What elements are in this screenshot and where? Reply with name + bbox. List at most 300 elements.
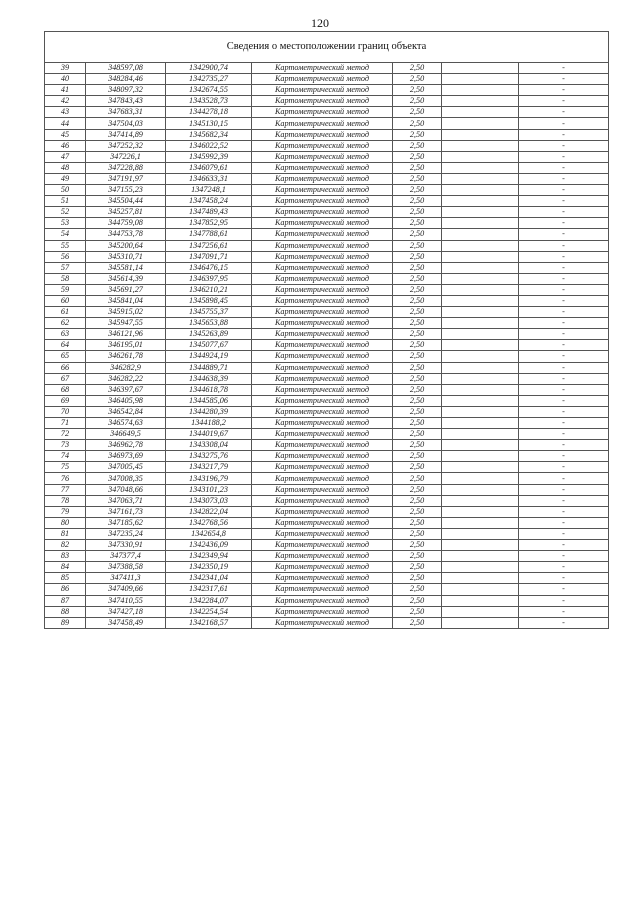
description-cell bbox=[442, 406, 519, 417]
accuracy-cell: 2,50 bbox=[393, 218, 442, 229]
description-cell bbox=[442, 74, 519, 85]
y-coordinate-cell: 1342350,19 bbox=[166, 562, 252, 573]
description-cell bbox=[442, 506, 519, 517]
y-coordinate-cell: 1342284,07 bbox=[166, 595, 252, 606]
method-cell: Картометрический метод bbox=[252, 196, 393, 207]
point-number-cell: 66 bbox=[45, 362, 86, 373]
accuracy-cell: 2,50 bbox=[393, 284, 442, 295]
table-row bbox=[45, 373, 609, 384]
method-cell: Картометрический метод bbox=[252, 384, 393, 395]
description-cell bbox=[442, 384, 519, 395]
remark-cell: - bbox=[519, 284, 609, 295]
description-cell bbox=[442, 584, 519, 595]
remark-cell: - bbox=[519, 573, 609, 584]
accuracy-cell: 2,50 bbox=[393, 295, 442, 306]
table-row bbox=[45, 351, 609, 362]
x-coordinate-cell: 346195,01 bbox=[86, 340, 166, 351]
point-number-cell: 67 bbox=[45, 373, 86, 384]
remark-cell: - bbox=[519, 151, 609, 162]
remark-cell: - bbox=[519, 473, 609, 484]
point-number-cell: 81 bbox=[45, 528, 86, 539]
method-cell: Картометрический метод bbox=[252, 218, 393, 229]
accuracy-cell: 2,50 bbox=[393, 617, 442, 628]
y-coordinate-cell: 1342168,57 bbox=[166, 617, 252, 628]
remark-cell: - bbox=[519, 606, 609, 617]
x-coordinate-cell: 346405,98 bbox=[86, 395, 166, 406]
accuracy-cell: 2,50 bbox=[393, 406, 442, 417]
remark-cell: - bbox=[519, 218, 609, 229]
x-coordinate-cell: 346282,9 bbox=[86, 362, 166, 373]
x-coordinate-cell: 348097,32 bbox=[86, 85, 166, 96]
remark-cell: - bbox=[519, 262, 609, 273]
point-number-cell: 56 bbox=[45, 251, 86, 262]
x-coordinate-cell: 347458,49 bbox=[86, 617, 166, 628]
method-cell: Картометрический метод bbox=[252, 440, 393, 451]
method-cell: Картометрический метод bbox=[252, 595, 393, 606]
point-number-cell: 86 bbox=[45, 584, 86, 595]
table-row bbox=[45, 418, 609, 429]
method-cell: Картометрический метод bbox=[252, 284, 393, 295]
description-cell bbox=[442, 151, 519, 162]
table-row bbox=[45, 584, 609, 595]
x-coordinate-cell: 347155,23 bbox=[86, 185, 166, 196]
method-cell: Картометрический метод bbox=[252, 262, 393, 273]
accuracy-cell: 2,50 bbox=[393, 540, 442, 551]
accuracy-cell: 2,50 bbox=[393, 251, 442, 262]
y-coordinate-cell: 1342654,8 bbox=[166, 528, 252, 539]
point-number-cell: 83 bbox=[45, 551, 86, 562]
point-number-cell: 65 bbox=[45, 351, 86, 362]
y-coordinate-cell: 1342822,04 bbox=[166, 506, 252, 517]
method-cell: Картометрический метод bbox=[252, 429, 393, 440]
accuracy-cell: 2,50 bbox=[393, 74, 442, 85]
point-number-cell: 87 bbox=[45, 595, 86, 606]
y-coordinate-cell: 1342436,09 bbox=[166, 540, 252, 551]
point-number-cell: 58 bbox=[45, 273, 86, 284]
description-cell bbox=[442, 351, 519, 362]
remark-cell: - bbox=[519, 451, 609, 462]
table-row bbox=[45, 617, 609, 628]
accuracy-cell: 2,50 bbox=[393, 162, 442, 173]
point-number-cell: 49 bbox=[45, 173, 86, 184]
point-number-cell: 75 bbox=[45, 462, 86, 473]
description-cell bbox=[442, 307, 519, 318]
y-coordinate-cell: 1345755,37 bbox=[166, 307, 252, 318]
x-coordinate-cell: 347005,45 bbox=[86, 462, 166, 473]
point-number-cell: 42 bbox=[45, 96, 86, 107]
table-row bbox=[45, 495, 609, 506]
y-coordinate-cell: 1343308,04 bbox=[166, 440, 252, 451]
x-coordinate-cell: 347226,1 bbox=[86, 151, 166, 162]
y-coordinate-cell: 1342900,74 bbox=[166, 63, 252, 74]
x-coordinate-cell: 345504,44 bbox=[86, 196, 166, 207]
description-cell bbox=[442, 329, 519, 340]
remark-cell: - bbox=[519, 173, 609, 184]
table-row bbox=[45, 295, 609, 306]
y-coordinate-cell: 1342735,27 bbox=[166, 74, 252, 85]
point-number-cell: 73 bbox=[45, 440, 86, 451]
accuracy-cell: 2,50 bbox=[393, 207, 442, 218]
method-cell: Картометрический метод bbox=[252, 162, 393, 173]
table-row bbox=[45, 229, 609, 240]
accuracy-cell: 2,50 bbox=[393, 229, 442, 240]
method-cell: Картометрический метод bbox=[252, 451, 393, 462]
point-number-cell: 85 bbox=[45, 573, 86, 584]
table-row bbox=[45, 395, 609, 406]
y-coordinate-cell: 1347788,61 bbox=[166, 229, 252, 240]
method-cell: Картометрический метод bbox=[252, 606, 393, 617]
y-coordinate-cell: 1346633,31 bbox=[166, 173, 252, 184]
x-coordinate-cell: 347427,18 bbox=[86, 606, 166, 617]
accuracy-cell: 2,50 bbox=[393, 473, 442, 484]
method-cell: Картометрический метод bbox=[252, 329, 393, 340]
remark-cell: - bbox=[519, 74, 609, 85]
description-cell bbox=[442, 617, 519, 628]
description-cell bbox=[442, 196, 519, 207]
x-coordinate-cell: 345200,64 bbox=[86, 240, 166, 251]
method-cell: Картометрический метод bbox=[252, 240, 393, 251]
remark-cell: - bbox=[519, 85, 609, 96]
remark-cell: - bbox=[519, 140, 609, 151]
method-cell: Картометрический метод bbox=[252, 207, 393, 218]
x-coordinate-cell: 345915,02 bbox=[86, 307, 166, 318]
y-coordinate-cell: 1345682,34 bbox=[166, 129, 252, 140]
x-coordinate-cell: 347063,71 bbox=[86, 495, 166, 506]
method-cell: Картометрический метод bbox=[252, 351, 393, 362]
accuracy-cell: 2,50 bbox=[393, 573, 442, 584]
accuracy-cell: 2,50 bbox=[393, 440, 442, 451]
table-row bbox=[45, 362, 609, 373]
description-cell bbox=[442, 340, 519, 351]
x-coordinate-cell: 346282,22 bbox=[86, 373, 166, 384]
point-number-cell: 46 bbox=[45, 140, 86, 151]
table-row bbox=[45, 562, 609, 573]
x-coordinate-cell: 347161,73 bbox=[86, 506, 166, 517]
x-coordinate-cell: 347411,3 bbox=[86, 573, 166, 584]
remark-cell: - bbox=[519, 506, 609, 517]
method-cell: Картометрический метод bbox=[252, 473, 393, 484]
method-cell: Картометрический метод bbox=[252, 318, 393, 329]
x-coordinate-cell: 345691,27 bbox=[86, 284, 166, 295]
y-coordinate-cell: 1346397,95 bbox=[166, 273, 252, 284]
y-coordinate-cell: 1343101,23 bbox=[166, 484, 252, 495]
accuracy-cell: 2,50 bbox=[393, 273, 442, 284]
remark-cell: - bbox=[519, 351, 609, 362]
method-cell: Картометрический метод bbox=[252, 418, 393, 429]
point-number-cell: 53 bbox=[45, 218, 86, 229]
y-coordinate-cell: 1342341,04 bbox=[166, 573, 252, 584]
method-cell: Картометрический метод bbox=[252, 406, 393, 417]
description-cell bbox=[442, 517, 519, 528]
y-coordinate-cell: 1345992,39 bbox=[166, 151, 252, 162]
y-coordinate-cell: 1345653,88 bbox=[166, 318, 252, 329]
description-cell bbox=[442, 107, 519, 118]
remark-cell: - bbox=[519, 207, 609, 218]
point-number-cell: 69 bbox=[45, 395, 86, 406]
x-coordinate-cell: 347414,89 bbox=[86, 129, 166, 140]
point-number-cell: 74 bbox=[45, 451, 86, 462]
table-row bbox=[45, 63, 609, 74]
table-row bbox=[45, 173, 609, 184]
description-cell bbox=[442, 218, 519, 229]
description-cell bbox=[442, 429, 519, 440]
x-coordinate-cell: 344753,78 bbox=[86, 229, 166, 240]
accuracy-cell: 2,50 bbox=[393, 528, 442, 539]
x-coordinate-cell: 346574,63 bbox=[86, 418, 166, 429]
y-coordinate-cell: 1344924,19 bbox=[166, 351, 252, 362]
description-cell bbox=[442, 251, 519, 262]
y-coordinate-cell: 1344889,71 bbox=[166, 362, 252, 373]
x-coordinate-cell: 345257,81 bbox=[86, 207, 166, 218]
method-cell: Картометрический метод bbox=[252, 140, 393, 151]
description-cell bbox=[442, 495, 519, 506]
x-coordinate-cell: 345310,71 bbox=[86, 251, 166, 262]
description-cell bbox=[442, 373, 519, 384]
table-row bbox=[45, 140, 609, 151]
table-row bbox=[45, 473, 609, 484]
point-number-cell: 63 bbox=[45, 329, 86, 340]
accuracy-cell: 2,50 bbox=[393, 85, 442, 96]
accuracy-cell: 2,50 bbox=[393, 429, 442, 440]
table-row bbox=[45, 218, 609, 229]
point-number-cell: 45 bbox=[45, 129, 86, 140]
method-cell: Картометрический метод bbox=[252, 540, 393, 551]
method-cell: Картометрический метод bbox=[252, 118, 393, 129]
accuracy-cell: 2,50 bbox=[393, 495, 442, 506]
description-cell bbox=[442, 418, 519, 429]
table-row bbox=[45, 185, 609, 196]
x-coordinate-cell: 347683,31 bbox=[86, 107, 166, 118]
description-cell bbox=[442, 185, 519, 196]
accuracy-cell: 2,50 bbox=[393, 96, 442, 107]
table-row bbox=[45, 462, 609, 473]
table-row bbox=[45, 429, 609, 440]
method-cell: Картометрический метод bbox=[252, 562, 393, 573]
remark-cell: - bbox=[519, 129, 609, 140]
point-number-cell: 43 bbox=[45, 107, 86, 118]
method-cell: Картометрический метод bbox=[252, 129, 393, 140]
table-row bbox=[45, 318, 609, 329]
point-number-cell: 62 bbox=[45, 318, 86, 329]
y-coordinate-cell: 1347852,95 bbox=[166, 218, 252, 229]
accuracy-cell: 2,50 bbox=[393, 107, 442, 118]
remark-cell: - bbox=[519, 185, 609, 196]
remark-cell: - bbox=[519, 551, 609, 562]
y-coordinate-cell: 1347248,1 bbox=[166, 185, 252, 196]
x-coordinate-cell: 346261,78 bbox=[86, 351, 166, 362]
remark-cell: - bbox=[519, 251, 609, 262]
accuracy-cell: 2,50 bbox=[393, 262, 442, 273]
x-coordinate-cell: 345614,39 bbox=[86, 273, 166, 284]
description-cell bbox=[442, 540, 519, 551]
x-coordinate-cell: 346542,84 bbox=[86, 406, 166, 417]
point-number-cell: 77 bbox=[45, 484, 86, 495]
table-row bbox=[45, 85, 609, 96]
y-coordinate-cell: 1342317,61 bbox=[166, 584, 252, 595]
accuracy-cell: 2,50 bbox=[393, 129, 442, 140]
accuracy-cell: 2,50 bbox=[393, 418, 442, 429]
point-number-cell: 79 bbox=[45, 506, 86, 517]
point-number-cell: 51 bbox=[45, 196, 86, 207]
x-coordinate-cell: 345581,14 bbox=[86, 262, 166, 273]
method-cell: Картометрический метод bbox=[252, 573, 393, 584]
y-coordinate-cell: 1344019,67 bbox=[166, 429, 252, 440]
x-coordinate-cell: 347228,88 bbox=[86, 162, 166, 173]
table-row bbox=[45, 517, 609, 528]
y-coordinate-cell: 1344638,39 bbox=[166, 373, 252, 384]
remark-cell: - bbox=[519, 562, 609, 573]
description-cell bbox=[442, 63, 519, 74]
y-coordinate-cell: 1342768,56 bbox=[166, 517, 252, 528]
accuracy-cell: 2,50 bbox=[393, 506, 442, 517]
remark-cell: - bbox=[519, 373, 609, 384]
method-cell: Картометрический метод bbox=[252, 107, 393, 118]
description-cell bbox=[442, 295, 519, 306]
x-coordinate-cell: 347235,24 bbox=[86, 528, 166, 539]
description-cell bbox=[442, 273, 519, 284]
description-cell bbox=[442, 440, 519, 451]
point-number-cell: 72 bbox=[45, 429, 86, 440]
table-row bbox=[45, 162, 609, 173]
remark-cell: - bbox=[519, 340, 609, 351]
point-number-cell: 61 bbox=[45, 307, 86, 318]
remark-cell: - bbox=[519, 273, 609, 284]
accuracy-cell: 2,50 bbox=[393, 151, 442, 162]
y-coordinate-cell: 1343275,76 bbox=[166, 451, 252, 462]
y-coordinate-cell: 1343217,79 bbox=[166, 462, 252, 473]
method-cell: Картометрический метод bbox=[252, 551, 393, 562]
method-cell: Картометрический метод bbox=[252, 295, 393, 306]
table-row bbox=[45, 595, 609, 606]
y-coordinate-cell: 1347489,43 bbox=[166, 207, 252, 218]
x-coordinate-cell: 346649,5 bbox=[86, 429, 166, 440]
y-coordinate-cell: 1347256,61 bbox=[166, 240, 252, 251]
x-coordinate-cell: 347330,91 bbox=[86, 540, 166, 551]
accuracy-cell: 2,50 bbox=[393, 395, 442, 406]
accuracy-cell: 2,50 bbox=[393, 451, 442, 462]
method-cell: Картометрический метод bbox=[252, 617, 393, 628]
remark-cell: - bbox=[519, 295, 609, 306]
method-cell: Картометрический метод bbox=[252, 96, 393, 107]
x-coordinate-cell: 347843,43 bbox=[86, 96, 166, 107]
method-cell: Картометрический метод bbox=[252, 584, 393, 595]
description-cell bbox=[442, 473, 519, 484]
remark-cell: - bbox=[519, 429, 609, 440]
accuracy-cell: 2,50 bbox=[393, 584, 442, 595]
point-number-cell: 44 bbox=[45, 118, 86, 129]
y-coordinate-cell: 1346022,52 bbox=[166, 140, 252, 151]
point-number-cell: 68 bbox=[45, 384, 86, 395]
point-number-cell: 50 bbox=[45, 185, 86, 196]
accuracy-cell: 2,50 bbox=[393, 173, 442, 184]
method-cell: Картометрический метод bbox=[252, 484, 393, 495]
point-number-cell: 71 bbox=[45, 418, 86, 429]
remark-cell: - bbox=[519, 63, 609, 74]
remark-cell: - bbox=[519, 595, 609, 606]
table-row bbox=[45, 329, 609, 340]
y-coordinate-cell: 1344280,39 bbox=[166, 406, 252, 417]
remark-cell: - bbox=[519, 395, 609, 406]
accuracy-cell: 2,50 bbox=[393, 517, 442, 528]
description-cell bbox=[442, 284, 519, 295]
table-row bbox=[45, 340, 609, 351]
description-cell bbox=[442, 229, 519, 240]
y-coordinate-cell: 1343528,73 bbox=[166, 96, 252, 107]
y-coordinate-cell: 1344618,78 bbox=[166, 384, 252, 395]
remark-cell: - bbox=[519, 495, 609, 506]
table-row bbox=[45, 484, 609, 495]
method-cell: Картометрический метод bbox=[252, 517, 393, 528]
point-number-cell: 78 bbox=[45, 495, 86, 506]
remark-cell: - bbox=[519, 406, 609, 417]
method-cell: Картометрический метод bbox=[252, 229, 393, 240]
x-coordinate-cell: 346973,69 bbox=[86, 451, 166, 462]
table-row bbox=[45, 273, 609, 284]
table-row bbox=[45, 118, 609, 129]
y-coordinate-cell: 1345898,45 bbox=[166, 295, 252, 306]
remark-cell: - bbox=[519, 162, 609, 173]
point-number-cell: 84 bbox=[45, 562, 86, 573]
accuracy-cell: 2,50 bbox=[393, 462, 442, 473]
accuracy-cell: 2,50 bbox=[393, 484, 442, 495]
table-row bbox=[45, 74, 609, 85]
x-coordinate-cell: 347191,97 bbox=[86, 173, 166, 184]
y-coordinate-cell: 1342349,94 bbox=[166, 551, 252, 562]
x-coordinate-cell: 348284,46 bbox=[86, 74, 166, 85]
description-cell bbox=[442, 240, 519, 251]
table-row bbox=[45, 440, 609, 451]
accuracy-cell: 2,50 bbox=[393, 196, 442, 207]
table-row bbox=[45, 240, 609, 251]
point-number-cell: 89 bbox=[45, 617, 86, 628]
x-coordinate-cell: 347409,66 bbox=[86, 584, 166, 595]
x-coordinate-cell: 347252,32 bbox=[86, 140, 166, 151]
table-row bbox=[45, 129, 609, 140]
y-coordinate-cell: 1342254,54 bbox=[166, 606, 252, 617]
accuracy-cell: 2,50 bbox=[393, 185, 442, 196]
method-cell: Картометрический метод bbox=[252, 273, 393, 284]
point-number-cell: 48 bbox=[45, 162, 86, 173]
point-number-cell: 47 bbox=[45, 151, 86, 162]
accuracy-cell: 2,50 bbox=[393, 307, 442, 318]
remark-cell: - bbox=[519, 384, 609, 395]
method-cell: Картометрический метод bbox=[252, 373, 393, 384]
point-number-cell: 39 bbox=[45, 63, 86, 74]
point-number-cell: 54 bbox=[45, 229, 86, 240]
x-coordinate-cell: 347410,55 bbox=[86, 595, 166, 606]
description-cell bbox=[442, 573, 519, 584]
accuracy-cell: 2,50 bbox=[393, 240, 442, 251]
y-coordinate-cell: 1347458,24 bbox=[166, 196, 252, 207]
table-row bbox=[45, 284, 609, 295]
remark-cell: - bbox=[519, 528, 609, 539]
point-number-cell: 64 bbox=[45, 340, 86, 351]
description-cell bbox=[442, 118, 519, 129]
point-number-cell: 40 bbox=[45, 74, 86, 85]
table-title-row bbox=[45, 32, 609, 63]
point-number-cell: 70 bbox=[45, 406, 86, 417]
table-row bbox=[45, 262, 609, 273]
x-coordinate-cell: 345841,04 bbox=[86, 295, 166, 306]
point-number-cell: 41 bbox=[45, 85, 86, 96]
method-cell: Картометрический метод bbox=[252, 185, 393, 196]
table-row bbox=[45, 151, 609, 162]
remark-cell: - bbox=[519, 118, 609, 129]
y-coordinate-cell: 1345263,89 bbox=[166, 329, 252, 340]
method-cell: Картометрический метод bbox=[252, 251, 393, 262]
x-coordinate-cell: 347388,58 bbox=[86, 562, 166, 573]
table-row bbox=[45, 528, 609, 539]
